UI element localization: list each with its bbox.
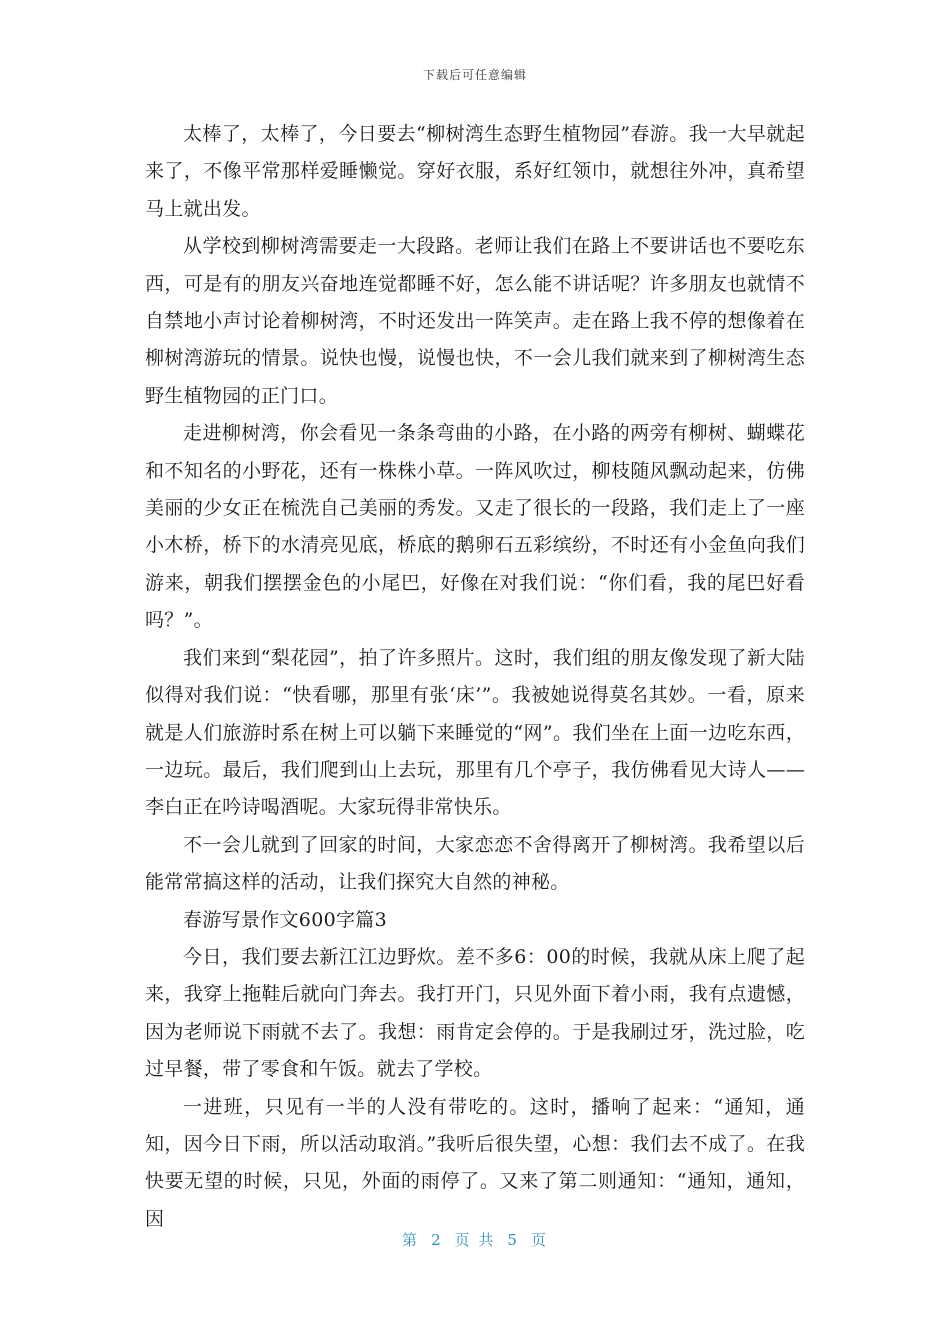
paragraph-1: 太棒了，太棒了，今日要去“柳树湾生态野生植物园”春游。我一大早就起来了，不像平常那样爱睡懒觉。穿好衣服，系好红领巾，就想往外冲，真希望马上就出发。 (145, 123, 805, 220)
footer-suffix: 页 (530, 1231, 548, 1249)
paragraph-5: 不一会儿就到了回家的时间，大家恋恋不舍得离开了柳树湾。我希望以后能常常搞这样的活动，让我们探究大自然的神秘。 (145, 833, 805, 894)
page-footer (0, 1229, 950, 1250)
page-header: 下载后可任意编辑 (422, 68, 527, 82)
footer-total-pages: 5 (507, 1231, 519, 1249)
footer-middle: 页 共 (454, 1231, 496, 1249)
document-body (145, 116, 805, 1238)
section-heading: 春游写景作文600字篇3 (183, 908, 387, 931)
paragraph-3: 走进柳树湾，你会看见一条条弯曲的小路，在小路的两旁有柳树、蝴蝶花和不知名的小野花，还有一株株小草。一阵风吹过，柳枝随风飘动起来，仿佛美丽的少女正在梳洗自己美丽的秀发。又走了很长的一段路，我们走上了一座小木桥，桥下的水清亮见底，桥底的鹅卵石五彩缤纷，不时还有小金鱼向我们游来，朝我们摆摆金色的小尾巴，好像在对我们说：“你们看，我的尾巴好看吗？”。 (145, 422, 805, 632)
paragraph-6: 今日，我们要去新江江边野炊。差不多6：00的时候，我就从床上爬了起来，我穿上拖鞋后就向门奔去。我打开门，只见外面下着小雨，我有点遗憾，因为老师说下雨就不去了。我想：雨肯定会停的。于是我刷过牙，洗过脸，吃过早餐，带了零食和午饭。就去了学校。 (145, 945, 805, 1081)
paragraph-2: 从学校到柳树湾需要走一大段路。老师让我们在路上不要讲话也不要吃东西，可是有的朋友兴奋地连觉都睡不好，怎么能不讲话呢？许多朋友也就情不自禁地小声讨论着柳树湾，不时还发出一阵笑声。走在路上我不停的想像着在柳树湾游玩的情景。说快也慢，说慢也快，不一会儿我们就来到了柳树湾生态野生植物园的正门口。 (145, 235, 805, 407)
paragraph-4: 我们来到“梨花园”，拍了许多照片。这时，我们组的朋友像发现了新大陆似得对我们说：“快看哪，那里有张‘床’”。我被她说得莫名其妙。一看，原来就是人们旅游时系在树上可以躺下来睡觉的“网”。我们坐在上面一边吃东西，一边玩。最后，我们爬到山上去玩，那里有几个亭子，我仿佛看见大诗人——李白正在吟诗喝酒呢。大家玩得非常快乐。 (145, 646, 805, 819)
paragraph-7: 一进班，只见有一半的人没有带吃的。这时，播响了起来：“通知，通知，因今日下雨，所以活动取消。”我听后很失望，心想：我们去不成了。在我快要无望的时候，只见，外面的雨停了。又来了第二则通知：“通知，通知，因 (145, 1095, 805, 1230)
footer-prefix: 第 (402, 1231, 420, 1249)
footer-page-number: 2 (431, 1231, 443, 1249)
